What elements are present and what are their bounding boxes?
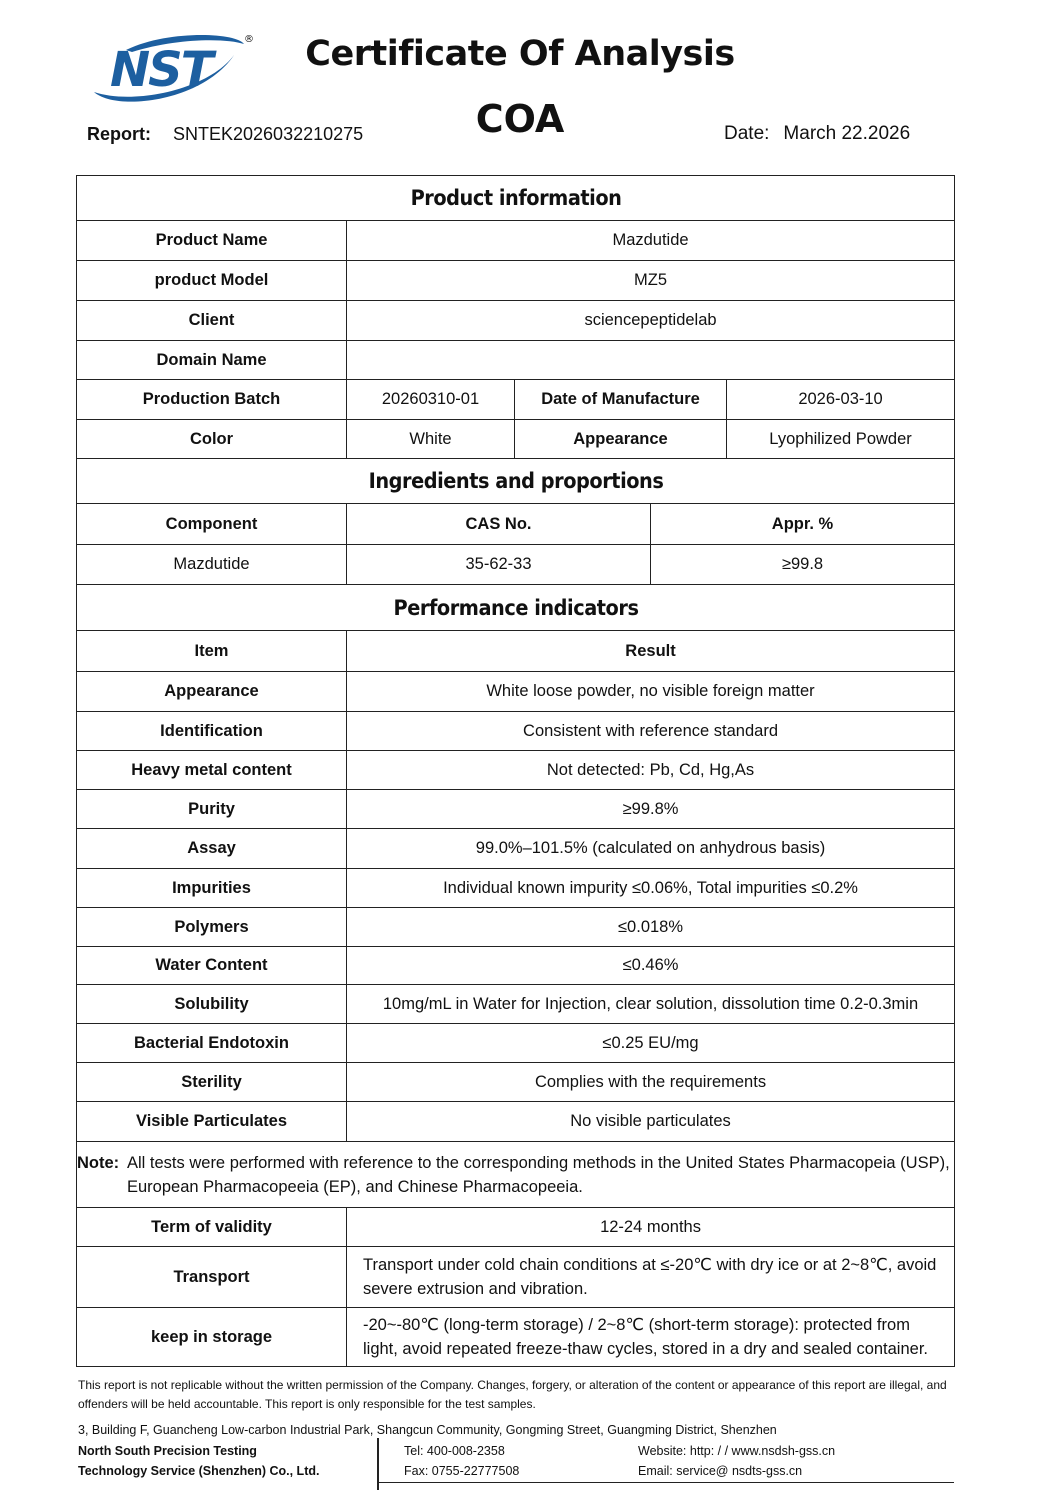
item-assay: Assay <box>77 829 347 869</box>
client-label: Client <box>77 301 347 341</box>
item-solubility: Solubility <box>77 985 347 1024</box>
table-row <box>77 1024 955 1063</box>
email-link[interactable]: Email: service@ nsdts-gss.cn <box>638 1464 803 1478</box>
result-polymers: ≤0.018% <box>347 908 955 947</box>
report-number: SNTEK2026032210275 <box>173 124 364 144</box>
term-of-validity-label: Term of validity <box>77 1208 347 1247</box>
product-model-value: MZ5 <box>347 261 955 301</box>
cas-value: 35-62-33 <box>347 545 651 585</box>
result-identification: Consistent with reference standard <box>347 712 955 751</box>
result-solubility: 10mg/mL in Water for Injection, clear solution, dissolution time 0.2-0.3min <box>347 985 955 1024</box>
note-text: All tests were performed with reference to the corresponding methods in the United States Pharmacopeia (USP), European Pharmacopeeia (EP), and Chinese Pharmacopeeia. <box>127 1153 950 1196</box>
website-link[interactable]: Website: http: / / www.nsdsh-gss.cn <box>638 1444 836 1458</box>
result-water-content: ≤0.46% <box>347 947 955 985</box>
table-row <box>77 985 955 1024</box>
date-of-manufacture-label: Date of Manufacture <box>515 380 727 420</box>
component-value: Mazdutide <box>77 545 347 585</box>
table-row <box>77 545 955 585</box>
item-bacterial-endotoxin: Bacterial Endotoxin <box>77 1024 347 1063</box>
result-appearance: White loose powder, no visible foreign matter <box>347 672 955 712</box>
footer-bottom-rule <box>378 1482 954 1483</box>
company-address: 3, Building F, Guancheng Low-carbon Industrial Park, Shangcun Community, Gongming Street, Guangming District, Shenzhen <box>78 1423 777 1437</box>
result-purity: ≥99.8% <box>347 790 955 829</box>
item-visible-particulates: Visible Particulates <box>77 1102 347 1142</box>
table-row <box>77 261 955 301</box>
item-water-content: Water Content <box>77 947 347 985</box>
product-name-value: Mazdutide <box>347 221 955 261</box>
table-row <box>77 1142 955 1208</box>
item-appearance: Appearance <box>77 672 347 712</box>
item-polymers: Polymers <box>77 908 347 947</box>
table-row <box>77 221 955 261</box>
table-row <box>77 790 955 829</box>
result-header: Result <box>347 631 955 672</box>
appearance-label: Appearance <box>515 420 727 459</box>
tel: Tel: 400-008-2358 <box>404 1444 505 1458</box>
product-model-label: product Model <box>77 261 347 301</box>
result-impurities: Individual known impurity ≤0.06%, Total impurities ≤0.2% <box>347 869 955 908</box>
production-batch-label: Production Batch <box>77 380 347 420</box>
product-name-label: Product Name <box>77 221 347 261</box>
logo-text: NST <box>110 42 212 98</box>
appearance-value: Lyophilized Powder <box>727 420 955 459</box>
logo-registered-mark: ® <box>244 34 254 45</box>
document-title: Certificate Of Analysis <box>305 34 735 74</box>
result-visible-particulates: No visible particulates <box>347 1102 955 1142</box>
table-row <box>77 712 955 751</box>
table-row <box>77 1308 955 1367</box>
client-value: sciencepeptidelab <box>347 301 955 341</box>
result-bacterial-endotoxin: ≤0.25 EU/mg <box>347 1024 955 1063</box>
color-value: White <box>347 420 515 459</box>
table-row <box>77 380 955 420</box>
keep-in-storage-value: -20~-80℃ (long-term storage) / 2~8℃ (short-term storage): protected from light, avoid repeated freeze-thaw cycles, stored in a dry and sealed container. <box>347 1308 955 1367</box>
table-row <box>77 341 955 380</box>
item-header: Item <box>77 631 347 672</box>
table-row <box>77 1102 955 1142</box>
table-row <box>77 1063 955 1102</box>
table-row <box>77 631 955 672</box>
section-product-information: Product information <box>112 176 920 221</box>
transport-label: Transport <box>77 1247 347 1308</box>
table-row <box>77 301 955 341</box>
company-name <box>78 1441 319 1481</box>
result-assay: 99.0%–101.5% (calculated on anhydrous basis) <box>347 829 955 869</box>
company-name-line1: North South Precision Testing <box>78 1444 257 1458</box>
result-heavy-metal: Not detected: Pb, Cd, Hg,As <box>347 751 955 790</box>
production-batch-value: 20260310-01 <box>347 380 515 420</box>
report-line <box>87 124 363 145</box>
table-row <box>77 869 955 908</box>
date-of-manufacture-value: 2026-03-10 <box>727 380 955 420</box>
table-row <box>77 751 955 790</box>
item-impurities: Impurities <box>77 869 347 908</box>
table-row <box>77 1208 955 1247</box>
date-value: March 22.2026 <box>783 123 911 144</box>
note-label: Note: <box>77 1153 120 1172</box>
table-row <box>77 908 955 947</box>
section-ingredients: Ingredients and proportions <box>112 459 920 504</box>
item-identification: Identification <box>77 712 347 751</box>
company-name-line2: Technology Service (Shenzhen) Co., Ltd. <box>78 1464 320 1478</box>
date-label: Date: <box>724 123 770 144</box>
table-row <box>77 504 955 545</box>
contact-phone-fax <box>404 1441 519 1481</box>
coa-table <box>76 175 955 1367</box>
component-header: Component <box>77 504 347 545</box>
nst-logo <box>86 30 258 108</box>
table-row <box>77 420 955 459</box>
item-purity: Purity <box>77 790 347 829</box>
keep-in-storage-label: keep in storage <box>77 1308 347 1367</box>
document-subtitle: COA <box>475 97 565 141</box>
result-sterility: Complies with the requirements <box>347 1063 955 1102</box>
disclaimer: This report is not replicable without the written permission of the Company. Changes, forgery, or alteration of the content or appearance of this report are illegal, and offenders will be held accountable. This report is only responsible for the test samples. <box>78 1378 947 1411</box>
domain-name-value <box>347 341 955 380</box>
item-heavy-metal: Heavy metal content <box>77 751 347 790</box>
contact-web-email <box>638 1441 835 1481</box>
report-label: Report: <box>87 124 151 144</box>
term-of-validity-value: 12-24 months <box>347 1208 955 1247</box>
table-row <box>77 947 955 985</box>
fax: Fax: 0755-22777508 <box>404 1464 520 1478</box>
table-row <box>77 672 955 712</box>
cas-header: CAS No. <box>347 504 651 545</box>
date-line <box>724 123 910 145</box>
color-label: Color <box>77 420 347 459</box>
section-performance: Performance indicators <box>112 585 920 631</box>
appr-header: Appr. % <box>651 504 955 545</box>
item-sterility: Sterility <box>77 1063 347 1102</box>
note-cell <box>77 1142 955 1208</box>
appr-value: ≥99.8 <box>651 545 955 585</box>
transport-value: Transport under cold chain conditions at ≤-20℃ with dry ice or at 2~8℃, avoid severe extrusion and vibration. <box>347 1247 955 1308</box>
table-row <box>77 829 955 869</box>
table-row <box>77 1247 955 1308</box>
domain-name-label: Domain Name <box>77 341 347 380</box>
